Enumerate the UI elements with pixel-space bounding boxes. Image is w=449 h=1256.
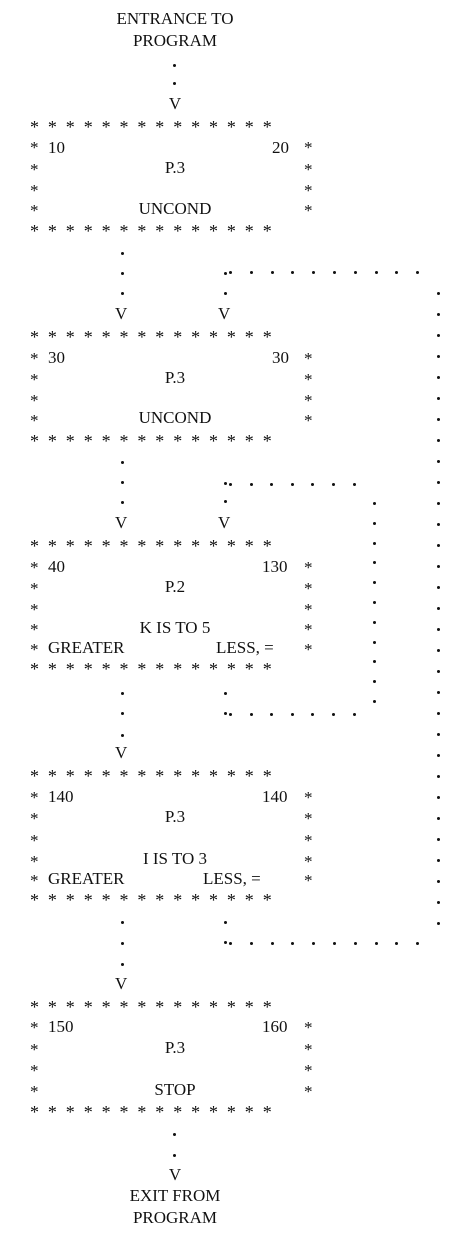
loop-dot (437, 922, 440, 925)
star-right: * (304, 809, 313, 828)
star-right: * (304, 600, 313, 619)
loop-dot (353, 483, 356, 486)
exit-label-line1: EXIT FROM (129, 1186, 221, 1205)
star-left: * (30, 1082, 39, 1101)
star-right: * (304, 620, 313, 639)
star-left: * (30, 138, 39, 157)
block-4-right-number: 140 (262, 787, 288, 806)
flow-dot (173, 1133, 176, 1136)
loop-arrow-to-block-2: V (218, 304, 231, 323)
flow-dot (121, 461, 124, 464)
block-4-greater-label: GREATER (48, 869, 125, 888)
star-left: * (30, 852, 39, 871)
arrow-to-block-5: V (115, 974, 128, 993)
block-2-right-number: 30 (272, 348, 289, 367)
star-left: * (30, 391, 39, 410)
star-right: * (304, 579, 313, 598)
star-left: * (30, 201, 39, 220)
star-border-top: * * * * * * * * * * * * * * (30, 766, 274, 786)
loop-dot (229, 713, 232, 716)
loop-dot (291, 483, 294, 486)
star-border-bottom: * * * * * * * * * * * * * * (30, 221, 274, 241)
block-2-left-number: 30 (48, 348, 65, 367)
star-right: * (304, 1040, 313, 1059)
loop-dot (437, 880, 440, 883)
star-right: * (304, 349, 313, 368)
block-4-left-number: 140 (48, 787, 74, 806)
loop-dot (373, 502, 376, 505)
loop-dot (437, 628, 440, 631)
loop-dot (229, 483, 232, 486)
block-3-right-number: 130 (262, 557, 288, 576)
star-left: * (30, 160, 39, 179)
loop-dot (291, 271, 294, 274)
block-3-left-number: 40 (48, 557, 65, 576)
arrow-to-block-2: V (115, 304, 128, 323)
loop-dot (437, 355, 440, 358)
loop-dot (437, 334, 440, 337)
flow-dot (121, 272, 124, 275)
flow-dot (121, 942, 124, 945)
loop-dot (437, 607, 440, 610)
star-left: * (30, 181, 39, 200)
star-right: * (304, 201, 313, 220)
block-3-test: K IS TO 5 (139, 618, 211, 637)
star-left: * (30, 349, 39, 368)
star-left: * (30, 809, 39, 828)
loop-dot (373, 700, 376, 703)
star-right: * (304, 370, 313, 389)
block-5-action: STOP (154, 1080, 196, 1099)
loop-dot (270, 713, 273, 716)
loop-dot (229, 271, 232, 274)
loop-dot (373, 680, 376, 683)
loop-dot (373, 561, 376, 564)
loop-dot (395, 271, 398, 274)
loop-dot (353, 713, 356, 716)
star-right: * (304, 391, 313, 410)
loop-arrow-to-block-3: V (218, 513, 231, 532)
flow-dot (121, 712, 124, 715)
loop-dot (250, 713, 253, 716)
star-right: * (304, 1018, 313, 1037)
star-right: * (304, 160, 313, 179)
star-border-bottom: * * * * * * * * * * * * * * (30, 659, 274, 679)
arrow-to-block-1: V (168, 94, 182, 113)
arrow-to-block-3: V (115, 513, 128, 532)
loop-dot (373, 542, 376, 545)
block-4-less-equal-label: LESS, = (203, 869, 261, 888)
loop-dot (437, 754, 440, 757)
loop-dot (437, 796, 440, 799)
loop-dot (437, 649, 440, 652)
flow-dot (121, 734, 124, 737)
entrance-label-line2: PROGRAM (132, 31, 218, 50)
loop-dot (224, 941, 227, 944)
loop-dot (250, 271, 253, 274)
star-left: * (30, 411, 39, 430)
loop-dot (333, 271, 336, 274)
loop-dot (312, 942, 315, 945)
star-border-top: * * * * * * * * * * * * * * (30, 536, 274, 556)
flow-dot (173, 1154, 176, 1157)
block-4-page: P.3 (164, 807, 186, 826)
loop-dot (375, 271, 378, 274)
loop-dot (311, 483, 314, 486)
star-border-bottom: * * * * * * * * * * * * * * (30, 890, 274, 910)
star-left: * (30, 640, 39, 659)
star-border-top: * * * * * * * * * * * * * * (30, 997, 274, 1017)
star-left: * (30, 579, 39, 598)
loop-dot (224, 482, 227, 485)
loop-dot (373, 581, 376, 584)
star-border-bottom: * * * * * * * * * * * * * * (30, 1102, 274, 1122)
star-left: * (30, 831, 39, 850)
star-right: * (304, 558, 313, 577)
star-right: * (304, 852, 313, 871)
loop-dot (373, 641, 376, 644)
flow-dot (121, 921, 124, 924)
loop-dot (373, 621, 376, 624)
star-left: * (30, 600, 39, 619)
loop-dot (416, 271, 419, 274)
loop-dot (437, 670, 440, 673)
loop-dot (224, 921, 227, 924)
arrow-to-block-4: V (115, 743, 128, 762)
star-left: * (30, 1040, 39, 1059)
loop-dot (250, 942, 253, 945)
star-left: * (30, 370, 39, 389)
block-3-greater-label: GREATER (48, 638, 125, 657)
loop-dot (354, 271, 357, 274)
star-right: * (304, 1061, 313, 1080)
block-1-left-number: 10 (48, 138, 65, 157)
loop-dot (270, 483, 273, 486)
flow-dot (173, 64, 176, 67)
loop-dot (332, 483, 335, 486)
block-2-condition: UNCOND (138, 408, 212, 427)
star-right: * (304, 1082, 313, 1101)
flow-dot (121, 252, 124, 255)
loop-dot (437, 502, 440, 505)
star-left: * (30, 871, 39, 890)
loop-dot (271, 271, 274, 274)
loop-dot (229, 942, 232, 945)
loop-dot (224, 712, 227, 715)
loop-dot (437, 292, 440, 295)
loop-dot (437, 691, 440, 694)
loop-dot (437, 901, 440, 904)
block-4-test: I IS TO 3 (142, 849, 208, 868)
star-right: * (304, 831, 313, 850)
star-left: * (30, 620, 39, 639)
loop-dot (373, 522, 376, 525)
loop-dot (224, 692, 227, 695)
block-1-right-number: 20 (272, 138, 289, 157)
star-right: * (304, 138, 313, 157)
loop-dot (437, 817, 440, 820)
loop-dot (437, 733, 440, 736)
loop-dot (291, 942, 294, 945)
loop-dot (437, 838, 440, 841)
loop-dot (437, 859, 440, 862)
loop-dot (332, 713, 335, 716)
loop-dot (271, 942, 274, 945)
flow-dot (121, 481, 124, 484)
loop-dot (437, 418, 440, 421)
star-left: * (30, 1061, 39, 1080)
loop-dot (437, 544, 440, 547)
arrow-to-exit: V (168, 1165, 182, 1184)
loop-dot (437, 481, 440, 484)
entrance-label-line1: ENTRANCE TO (116, 9, 234, 28)
loop-dot (437, 397, 440, 400)
star-right: * (304, 411, 313, 430)
loop-dot (224, 292, 227, 295)
loop-dot (416, 942, 419, 945)
flow-dot (173, 82, 176, 85)
block-3-less-equal-label: LESS, = (216, 638, 274, 657)
star-right: * (304, 181, 313, 200)
block-2-page: P.3 (164, 368, 186, 387)
block-5-right-number: 160 (262, 1017, 288, 1036)
loop-dot (224, 272, 227, 275)
star-border-top: * * * * * * * * * * * * * * (30, 117, 274, 137)
loop-dot (437, 313, 440, 316)
loop-dot (437, 586, 440, 589)
loop-dot (224, 500, 227, 503)
star-right: * (304, 640, 313, 659)
loop-dot (437, 712, 440, 715)
star-left: * (30, 1018, 39, 1037)
star-right: * (304, 788, 313, 807)
flow-dot (121, 501, 124, 504)
block-3-page: P.2 (164, 577, 186, 596)
block-1-page: P.3 (164, 158, 186, 177)
flow-dot (121, 292, 124, 295)
loop-dot (333, 942, 336, 945)
loop-dot (291, 713, 294, 716)
loop-dot (373, 601, 376, 604)
block-5-page: P.3 (164, 1038, 186, 1057)
loop-dot (437, 376, 440, 379)
star-right: * (304, 871, 313, 890)
exit-label-line2: PROGRAM (132, 1208, 218, 1227)
loop-dot (312, 271, 315, 274)
loop-dot (437, 565, 440, 568)
flow-dot (121, 692, 124, 695)
loop-dot (373, 660, 376, 663)
loop-dot (311, 713, 314, 716)
flow-dot (121, 963, 124, 966)
loop-dot (437, 775, 440, 778)
loop-dot (437, 523, 440, 526)
loop-dot (437, 439, 440, 442)
loop-dot (354, 942, 357, 945)
block-1-condition: UNCOND (138, 199, 212, 218)
star-left: * (30, 558, 39, 577)
star-border-bottom: * * * * * * * * * * * * * * (30, 431, 274, 451)
loop-dot (395, 942, 398, 945)
loop-dot (437, 460, 440, 463)
loop-dot (250, 483, 253, 486)
loop-dot (375, 942, 378, 945)
block-5-left-number: 150 (48, 1017, 74, 1036)
star-border-top: * * * * * * * * * * * * * * (30, 327, 274, 347)
star-left: * (30, 788, 39, 807)
